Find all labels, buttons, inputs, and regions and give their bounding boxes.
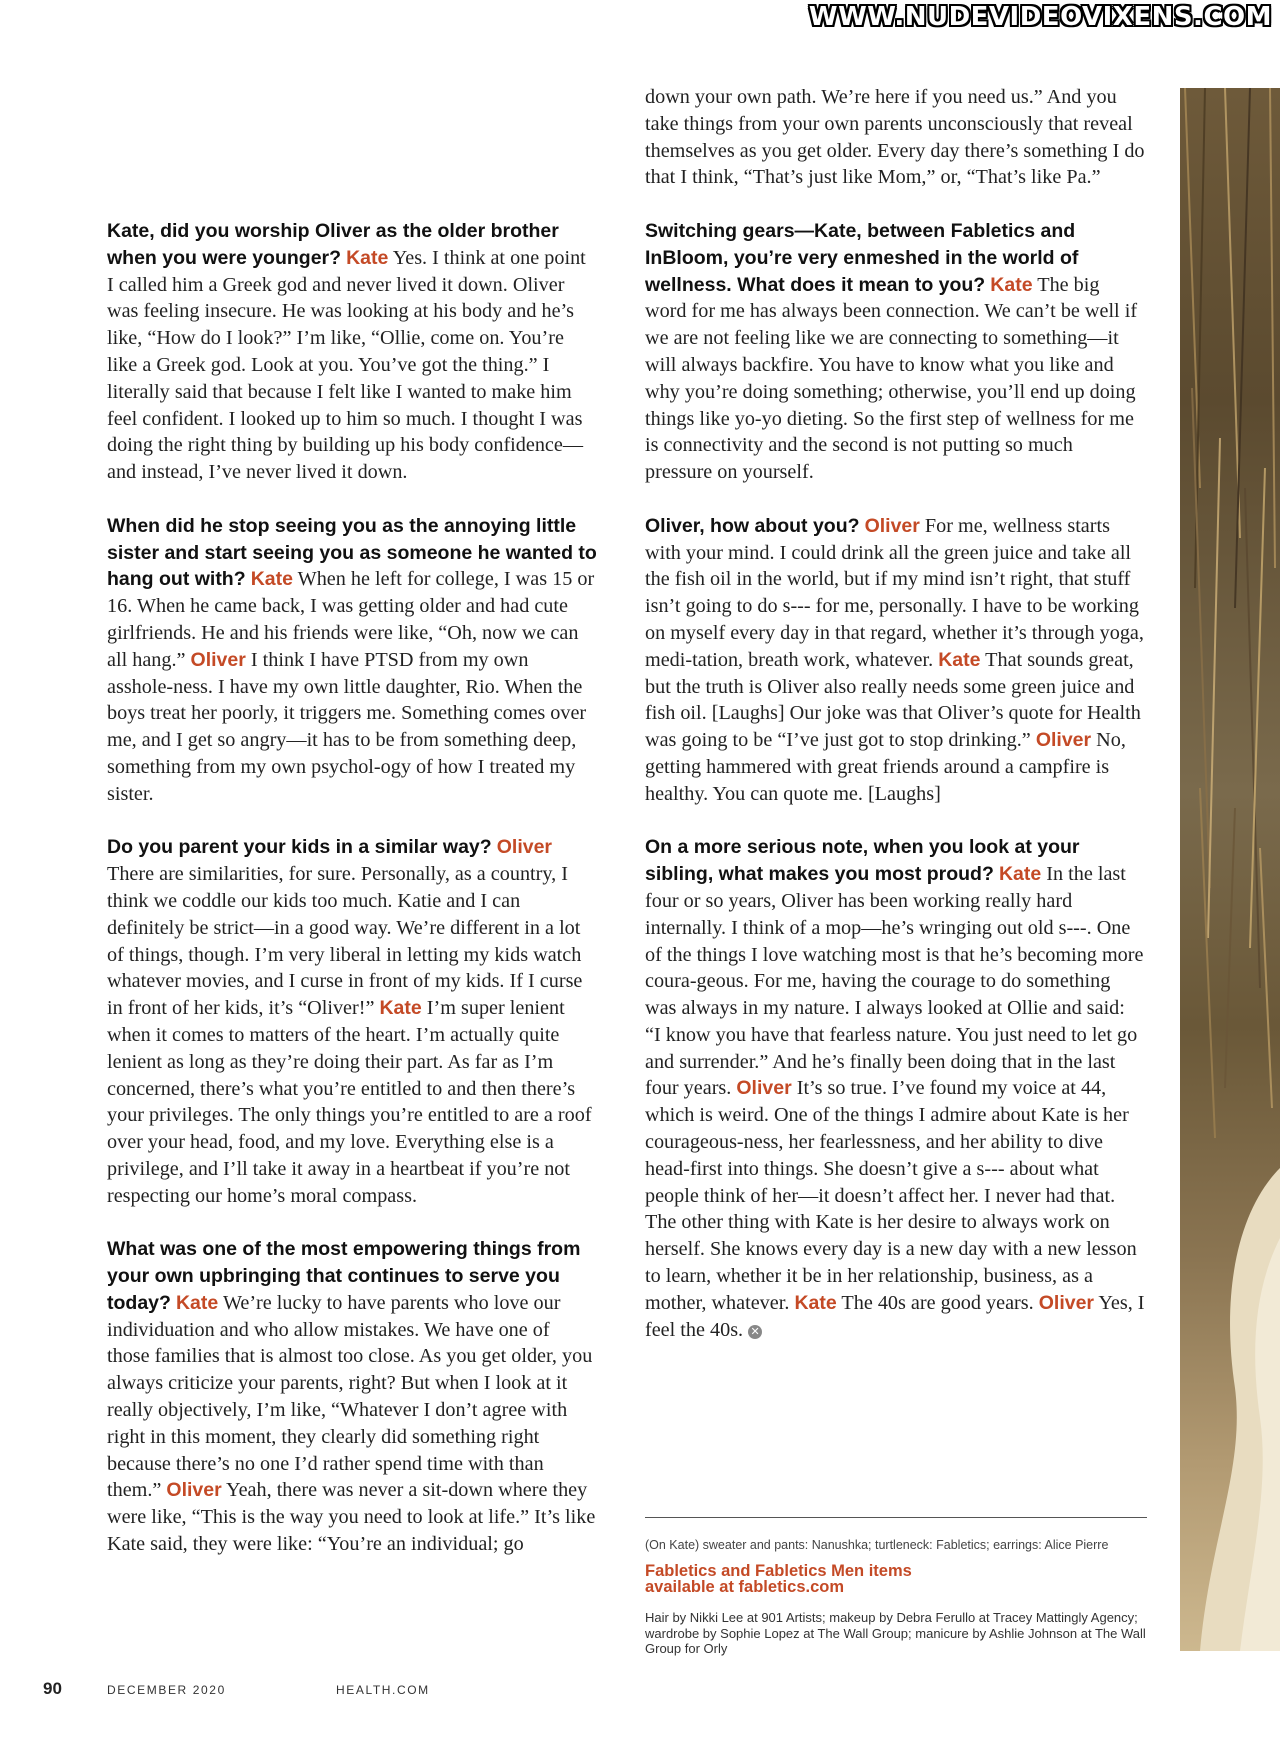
answer-text: There are similarities, for sure. Personally, as a country, I think we coddle our kids too much. Katie and I can definitely be strict—in a good way. We’re different in a lot of things, though. I’m very liberal in letting my kids watch whatever movies, and I curse in front of my kids. If I curse in front of her kids, it’s “Oliver!” [107, 863, 583, 1020]
speaker-name: Kate [794, 1291, 837, 1314]
interview-question: On a more serious note, when you look at your sibling, what makes you most proud? [645, 836, 1080, 886]
speaker-name: Oliver [1038, 1291, 1095, 1314]
speaker-name: Oliver [1035, 729, 1092, 752]
answer-text: It’s so true. I’ve found my voice at 44, which is weird. One of the things I admire about Kate is her courageous-ness, her fearlessness, and her ability to dive head-first into things. She doesn’t give a s--- about what people think of her—it doesn’t affect her. I never had that. The other thing with Kate is her desire to always work on herself. She knows every day is a new day with a new lesson to learn, whether it be in her relationship, business, as a mother, whatever. [645, 1077, 1137, 1314]
answer-text: No, getting hammered with great friends around a campfire is healthy. You can quote me. [Laughs] [645, 729, 1126, 805]
interview-question: Switching gears—Kate, between Fabletics and InBloom, you’re very enmeshed in the world of wellness. What does it mean to you? [645, 219, 1079, 296]
speaker-name: Oliver [166, 1479, 222, 1502]
wardrobe-credit: (On Kate) sweater and pants: Nanushka; turtleneck: Fabletics; earrings: Alice Pierre [645, 1538, 1109, 1552]
fabletics-availability: Fabletics and Fabletics Men items available at fabletics.com [645, 1562, 912, 1596]
speaker-name: Oliver [864, 514, 920, 537]
qa-block [645, 218, 1145, 486]
photo-edge-image [1180, 88, 1280, 1651]
speaker-name: Kate [346, 246, 389, 269]
right-column [645, 84, 1145, 1370]
answer-text: When he left for college, I was 15 or 16. When he came back, I was getting older and had cute girlfriends. He and his friends were like, “Oh, now we can all hang.” [107, 568, 595, 671]
speaker-name: Oliver [736, 1077, 792, 1100]
interview-question: What was one of the most empowering things from your own upbringing that continues to serve you today? [107, 1238, 581, 1314]
speaker-name: Kate [379, 997, 422, 1020]
issue-date: DECEMBER 2020 [107, 1683, 226, 1697]
qa-block [107, 1236, 597, 1558]
team-credit: Hair by Nikki Lee at 901 Artists; makeup by Debra Ferullo at Tracey Mattingly Agency; wardrobe by Sophie Lopez at The Wall Group; manicure by Ashlie Johnson at The Wall Group for Orly [645, 1610, 1146, 1656]
speaker-name: Kate [938, 648, 981, 671]
answer-text: I’m super lenient when it comes to matters of the heart. I’m actually quite lenient as long as they’re doing their part. As far as I’m concerned, there’s what you’re entitled to and then there’s your privileges. The only things you’re entitled to are a roof over your head, food, and my love. Everything else is a privilege, and I’ll take it away in a heartbeat if you’re not respecting our home’s moral compass. [107, 997, 592, 1207]
answer-text: The big word for me has always been connection. We can’t be well if we are not feeling like we are connecting to something—it will always backfire. You have to know what you like and why you’re doing something; otherwise, you’ll end up doing things like yo-yo dieting. So the first step of wellness for me is connectivity and the second is not putting so much pressure on yourself. [645, 273, 1138, 484]
answer-text: For me, wellness starts with your mind. I could drink all the green juice and take all the fish oil in the world, but if my mind isn’t right, that stuff isn’t going to do s--- for me, personally. I have to be working on myself every day in that regard, whether it’s through yoga, medi-tation, breath work, whatever. [645, 514, 1144, 671]
answer-text: Yeah, there was never a sit-down where they were like, “This is the way you need to look at life.” It’s like Kate said, they were like: “You’re an individual; go [107, 1479, 596, 1556]
speaker-name: Oliver [190, 648, 246, 671]
interview-question: When did he stop seeing you as the annoying little sister and start seeing you as someone he wanted to hang out with? [107, 514, 597, 591]
answer-text: Yes, I feel the 40s. [645, 1291, 1145, 1341]
answer-text: In the last four or so years, Oliver has been working really hard internally. I think of a mop—he’s wringing out old s---. One of the things I love watching most is that he’s becoming more coura-geous. For me, having the courage to do something was always in my nature. I always looked at Ollie and said: “I know you have that fearless nature. You just need to let go and surrender.” And he’s finally been doing that in the last four years. [645, 863, 1144, 1100]
answer-text: I think I have PTSD from my own asshole-ness. I have my own little daughter, Rio. When the boys treat her poorly, it triggers me. Something comes over me, and I get so angry—it has to be from something deep, something from my own psychol-ogy of how I treated my sister. [107, 648, 587, 805]
qa-block [107, 834, 597, 1209]
end-of-article-icon: ✕ [748, 1325, 762, 1339]
qa-block [107, 218, 597, 486]
left-column [107, 218, 597, 1585]
qa-block [107, 513, 597, 808]
site-name: HEALTH.COM [336, 1683, 430, 1697]
interview-question: Do you parent your kids in a similar way? [107, 836, 492, 859]
speaker-name: Kate [175, 1291, 219, 1314]
continued-answer: down your own path. We’re here if you need us.” And you take things from your own parents unconsciously that reveal themselves as you get older. Every day there’s something I do that I think, “That’s just like Mom,” or, “That’s like Pa.” [645, 86, 1145, 189]
speaker-name: Kate [990, 273, 1033, 296]
answer-text: The 40s are good years. [841, 1291, 1034, 1314]
speaker-name: Kate [250, 568, 293, 591]
qa-block [645, 513, 1145, 808]
credits-divider [645, 1517, 1147, 1518]
watermark-text: WWW.NUDEVIDEOVIXENS.COM [808, 2, 1272, 32]
page-number: 90 [43, 1679, 62, 1698]
speaker-name: Oliver [496, 836, 553, 859]
interview-question: Oliver, how about you? [645, 514, 860, 537]
answer-text: We’re lucky to have parents who love our individuation and who allow mistakes. We have one of those families that is almost too close. As you get older, you always criticize your parents, right? But when I look at it really objectively, I’m like, “Whatever I don’t agree with right in this moment, they clearly did something right because there’s no one I’d rather spend time with than them.” [107, 1291, 593, 1502]
qa-block [645, 834, 1145, 1343]
interview-question: Kate, did you worship Oliver as the older brother when you were younger? [107, 220, 559, 269]
speaker-name: Kate [998, 863, 1042, 886]
answer-text: That sounds great, but the truth is Oliver also really needs some green juice and fish oil. [Laughs] Our joke was that Oliver’s quote for Health was going to be “I’ve just got to stop drinking.” [645, 648, 1141, 752]
answer-text: Yes. I think at one point I called him a Greek god and never lived it down. Oliver was feeling insecure. He was looking at his body and he’s like, “How do I look?” I’m like, “Ollie, come on. You’re like a Greek god. Look at you. You’ve got the thing.” I literally said that because I felt like I wanted to make him feel confident. I looked up to him so much. I thought I was doing the right thing by building up his body confidence—and instead, I’ve never lived it down. [107, 246, 586, 484]
